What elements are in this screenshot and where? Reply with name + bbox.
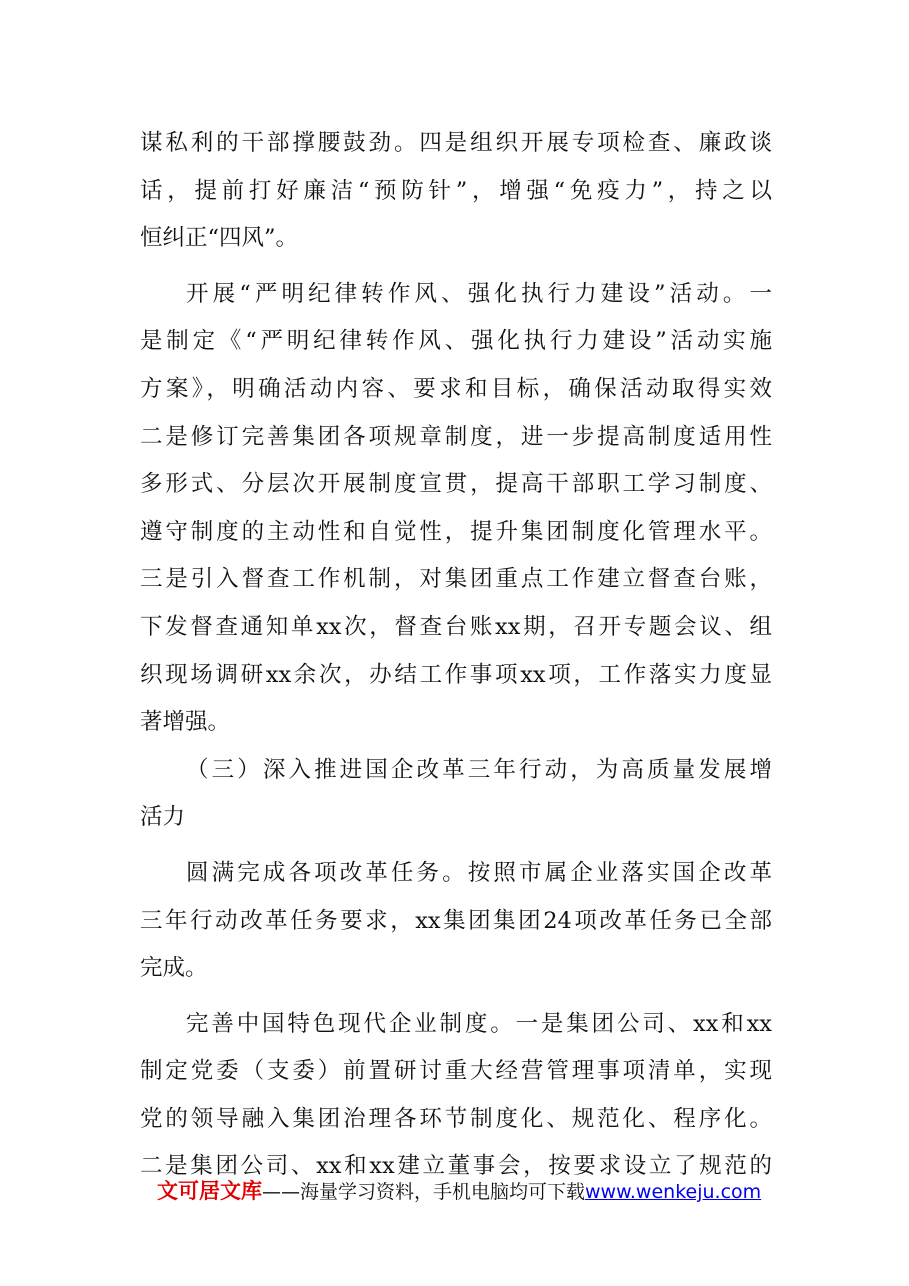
text-line: 下发督查通知单xx次，督查台账xx期，召开专题会议、组 <box>140 613 772 640</box>
paragraph-4 <box>140 1001 772 1191</box>
text-line: 完成。 <box>140 955 208 982</box>
footer-link[interactable]: www.wenkeju.com <box>585 1181 762 1203</box>
text-line: 完善中国特色现代企业制度。一是集团公司、xx和xx <box>186 1010 772 1037</box>
paragraph-2 <box>140 271 772 747</box>
text-line: 制定党委（支委）前置研讨重大经营管理事项清单，实现 <box>140 1058 772 1085</box>
document-body <box>140 120 772 1191</box>
text-line: 织现场调研xx余次，办结工作事项xx项，工作落实力度显 <box>140 661 772 688</box>
text-line: 话，提前打好廉洁“预防针”，增强“免疫力”，持之以 <box>140 177 772 204</box>
text-line: 著增强。 <box>140 709 231 736</box>
text-line: 二是修订完善集团各项规章制度，进一步提高制度适用性 <box>140 423 772 450</box>
section-heading <box>140 747 772 842</box>
paragraph-3 <box>140 850 772 993</box>
text-line: 三是引入督查工作机制，对集团重点工作建立督查台账， <box>140 566 772 593</box>
text-line: 谋私利的干部撑腰鼓劲。四是组织开展专项检查、廉政谈 <box>140 130 772 156</box>
text-line: 党的领导融入集团治理各环节制度化、规范化、程序化。 <box>140 1105 772 1132</box>
text-line: 三年行动改革任务要求，xx集团集团24项改革任务已全部 <box>140 907 772 934</box>
text-line: 遵守制度的主动性和自觉性，提升集团制度化管理水平。 <box>140 518 772 545</box>
footer-tagline: ——海量学习资料，手机电脑均可下载 <box>262 1181 586 1203</box>
page-footer <box>157 1175 761 1205</box>
text-line: 开展“严明纪律转作风、强化执行力建设”活动。一 <box>186 280 772 307</box>
heading-line: 活力 <box>140 804 186 831</box>
heading-line: （三）深入推进国企改革三年行动，为高质量发展增 <box>186 756 772 783</box>
paragraph-1 <box>140 120 772 263</box>
text-line: 方案》，明确活动内容、要求和目标，确保活动取得实效 <box>140 375 772 402</box>
text-line: 是制定《“严明纪律转作风、强化执行力建设”活动实施 <box>140 328 772 355</box>
footer-brand: 文可居文库 <box>157 1179 262 1203</box>
text-line: 恒纠正“四风”。 <box>140 225 299 252</box>
text-line: 多形式、分层次开展制度宣贯，提高干部职工学习制度、 <box>140 471 772 498</box>
text-line: 二是集团公司、xx和xx建立董事会，按要求设立了规范的 <box>140 1153 772 1180</box>
text-line: 圆满完成各项改革任务。按照市属企业落实国企改革 <box>186 859 772 886</box>
